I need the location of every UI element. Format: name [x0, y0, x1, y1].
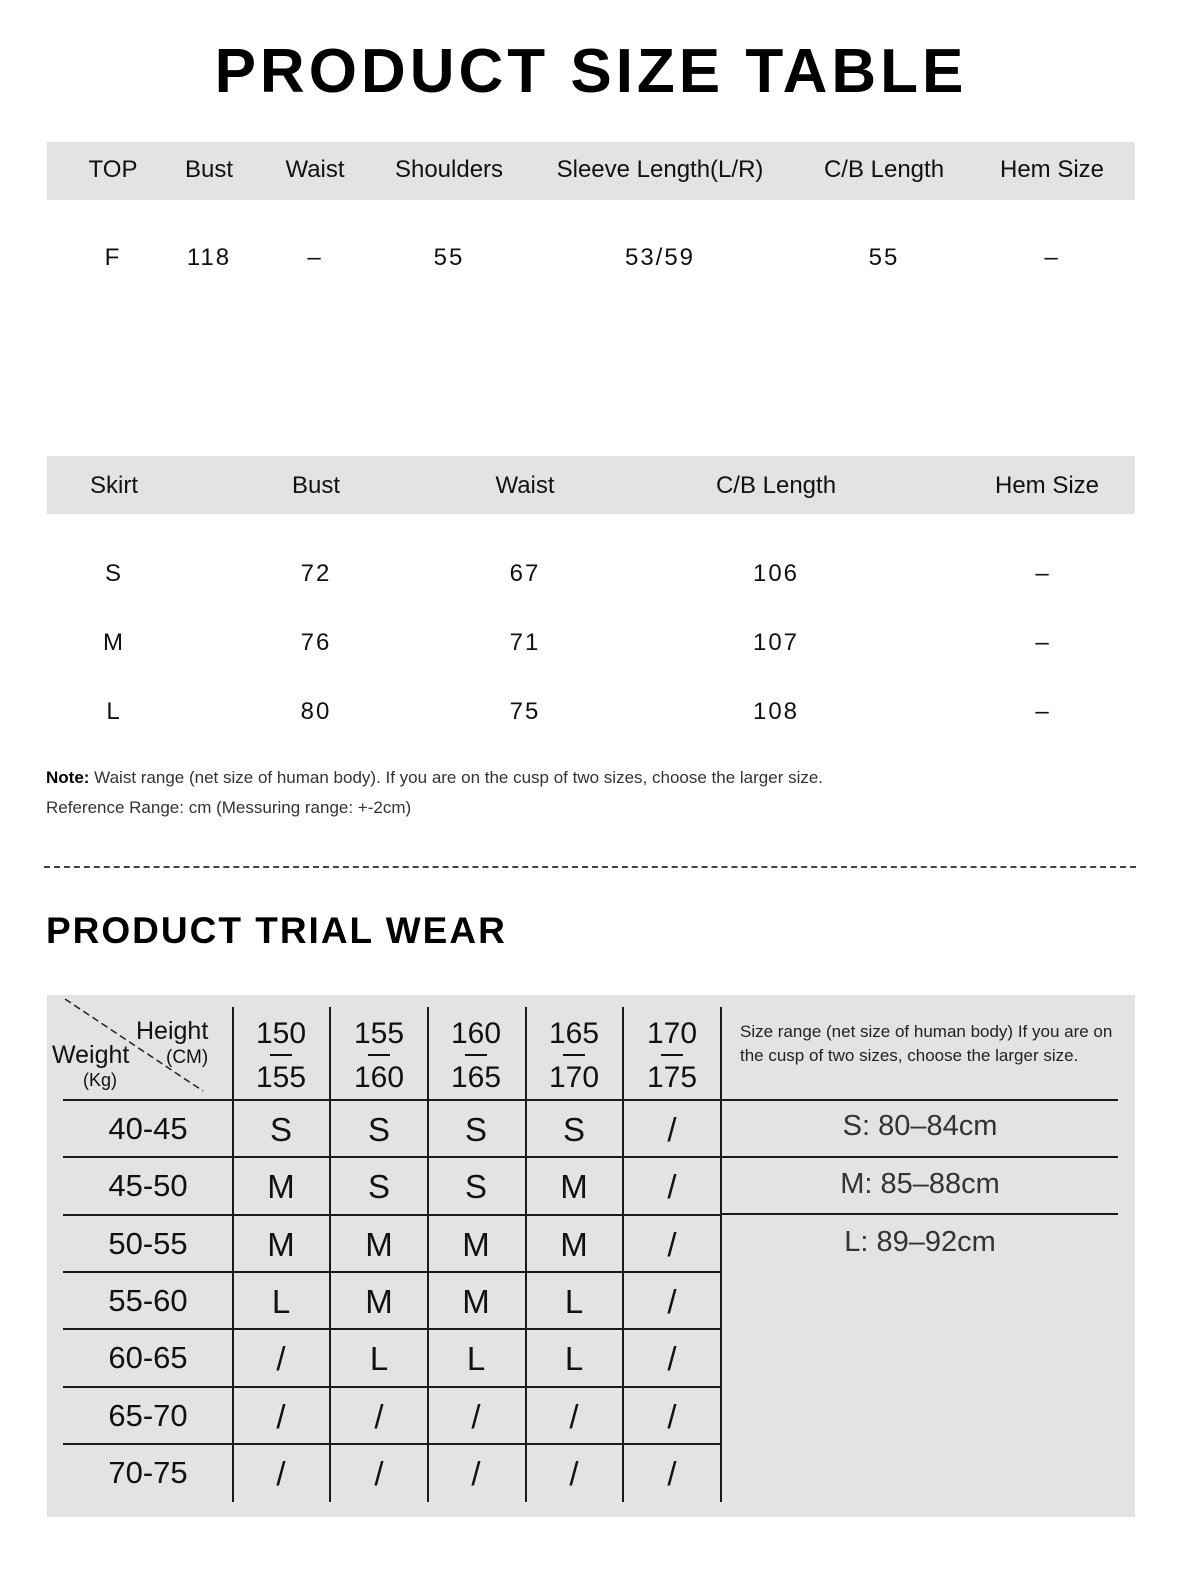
- skirt-header-cell: C/B Length: [715, 472, 837, 499]
- top-header-cell: TOP: [88, 156, 138, 183]
- grid-vline: [329, 1007, 331, 1502]
- grid-hline: [63, 1214, 722, 1216]
- trial-title: PRODUCT TRIAL WEAR: [46, 910, 507, 951]
- top-header-cell: C/B Length: [823, 156, 945, 183]
- grid-hline: [63, 1443, 722, 1445]
- top-header-cell: Hem Size: [999, 156, 1105, 183]
- corner-height-label: Height: [136, 1017, 209, 1045]
- size-cell: /: [471, 1454, 481, 1492]
- size-cell: /: [276, 1454, 286, 1492]
- weight-label: 65-70: [108, 1397, 188, 1433]
- weight-label: 70-75: [108, 1454, 188, 1490]
- height-from: 155: [353, 1017, 405, 1050]
- range-hline: [721, 1156, 1118, 1158]
- size-range: L: 89–92cm: [844, 1226, 996, 1258]
- height-to: 175: [646, 1061, 698, 1094]
- skirt-data-cell: –: [1035, 629, 1051, 656]
- skirt-data-cell: 80: [300, 698, 332, 725]
- size-cell: L: [564, 1282, 584, 1320]
- size-cell: /: [667, 1225, 677, 1263]
- height-to: 155: [255, 1061, 307, 1094]
- top-data-cell: –: [1044, 244, 1060, 271]
- weight-label: 60-65: [108, 1340, 188, 1376]
- size-cell: M: [267, 1168, 295, 1206]
- size-range: S: 80–84cm: [842, 1110, 998, 1142]
- top-data-cell: 55: [433, 244, 465, 271]
- size-cell: S: [464, 1168, 488, 1206]
- height-from: 160: [450, 1017, 502, 1050]
- size-cell: M: [462, 1225, 490, 1263]
- size-cell: M: [365, 1225, 393, 1263]
- skirt-data-cell: 71: [509, 629, 541, 656]
- size-cell: M: [267, 1225, 295, 1263]
- note-text: Waist range (net size of human body). If you are on the cusp of two sizes, choose the larger size.: [89, 768, 824, 787]
- skirt-data-cell: 107: [752, 629, 800, 656]
- weight-label: 55-60: [108, 1282, 188, 1318]
- note-label: Note:: [46, 768, 90, 787]
- size-cell: L: [369, 1340, 389, 1378]
- skirt-data-cell: 72: [300, 560, 332, 587]
- height-to: 170: [548, 1061, 600, 1094]
- skirt-data-cell: 75: [509, 698, 541, 725]
- height-to: 165: [450, 1061, 502, 1094]
- size-cell: L: [271, 1282, 291, 1320]
- corner-weight-label: Weight: [52, 1041, 130, 1069]
- weight-label: 50-55: [108, 1225, 188, 1261]
- size-cell: /: [667, 1168, 677, 1206]
- skirt-data-cell: 106: [752, 560, 800, 587]
- weight-label: 45-50: [108, 1168, 188, 1204]
- top-data-cell: F: [104, 244, 122, 271]
- skirt-header-cell: Hem Size: [994, 472, 1100, 499]
- size-cell: /: [667, 1340, 677, 1378]
- size-cell: /: [569, 1397, 579, 1435]
- size-cell: M: [462, 1282, 490, 1320]
- height-header: [549, 1012, 599, 1100]
- size-cell: /: [667, 1397, 677, 1435]
- size-cell: /: [667, 1111, 677, 1148]
- size-cell: /: [374, 1454, 384, 1492]
- grid-vline: [427, 1007, 429, 1502]
- size-cell: S: [562, 1111, 586, 1148]
- top-data-cell: –: [307, 244, 323, 271]
- grid-hline: [63, 1328, 722, 1330]
- skirt-data-cell: L: [106, 698, 122, 725]
- skirt-header-cell: Waist: [495, 472, 555, 499]
- size-cell: /: [667, 1282, 677, 1320]
- range-hline: [721, 1213, 1118, 1215]
- grid-hline: [63, 1386, 722, 1388]
- grid-hline: [63, 1156, 722, 1158]
- page-title: PRODUCT SIZE TABLE: [214, 37, 968, 106]
- size-cell: /: [667, 1454, 677, 1492]
- top-data-cell: 53/59: [624, 244, 696, 271]
- height-from: 170: [646, 1017, 698, 1050]
- range-hline: [721, 1099, 1118, 1101]
- size-cell: S: [464, 1111, 488, 1148]
- skirt-data-cell: S: [104, 560, 124, 587]
- size-cell: M: [560, 1168, 588, 1206]
- size-cell: L: [466, 1340, 486, 1378]
- size-range-note: Size range (net size of human body) If you are on the cusp of two sizes, choose the larger size.: [740, 1022, 1113, 1065]
- grid-vline: [622, 1007, 624, 1502]
- size-cell: L: [564, 1340, 584, 1378]
- skirt-data-cell: 67: [509, 560, 541, 587]
- size-cell: S: [269, 1111, 293, 1148]
- size-cell: M: [365, 1282, 393, 1320]
- grid-vline: [525, 1007, 527, 1502]
- height-header: [647, 1012, 697, 1100]
- skirt-header-cell: Bust: [291, 472, 341, 499]
- top-header-cell: Bust: [184, 156, 234, 183]
- size-cell: /: [276, 1397, 286, 1435]
- skirt-data-cell: –: [1035, 698, 1051, 725]
- size-cell: /: [374, 1397, 384, 1435]
- skirt-header-cell: Skirt: [90, 472, 138, 499]
- weight-label: 40-45: [108, 1111, 188, 1146]
- size-range: M: 85–88cm: [840, 1168, 1000, 1200]
- height-header: [451, 1012, 501, 1100]
- top-header-cell: Waist: [285, 156, 345, 183]
- height-from: 165: [548, 1017, 600, 1050]
- top-header-cell: Shoulders: [394, 156, 504, 183]
- reference-range: Reference Range: cm (Messuring range: +-2cm): [46, 798, 412, 817]
- size-cell: S: [367, 1168, 391, 1206]
- height-from: 150: [255, 1017, 307, 1050]
- corner-cm-label: (CM): [166, 1047, 209, 1068]
- height-to: 160: [353, 1061, 405, 1094]
- skirt-data-cell: 76: [300, 629, 332, 656]
- top-header-cell: Sleeve Length(L/R): [556, 156, 764, 183]
- skirt-data-cell: –: [1035, 560, 1051, 587]
- height-header: [354, 1012, 404, 1100]
- skirt-data-cell: 108: [752, 698, 800, 725]
- size-cell: /: [471, 1397, 481, 1435]
- corner-kg-label: (Kg): [83, 1070, 118, 1090]
- top-data-cell: 55: [868, 244, 900, 271]
- size-cell: /: [569, 1454, 579, 1492]
- top-data-cell: 118: [186, 244, 232, 271]
- size-cell: /: [276, 1340, 286, 1378]
- skirt-data-cell: M: [103, 629, 125, 656]
- size-cell: S: [367, 1111, 391, 1148]
- size-cell: M: [560, 1225, 588, 1263]
- grid-hline: [63, 1271, 722, 1273]
- height-header: [256, 1012, 306, 1100]
